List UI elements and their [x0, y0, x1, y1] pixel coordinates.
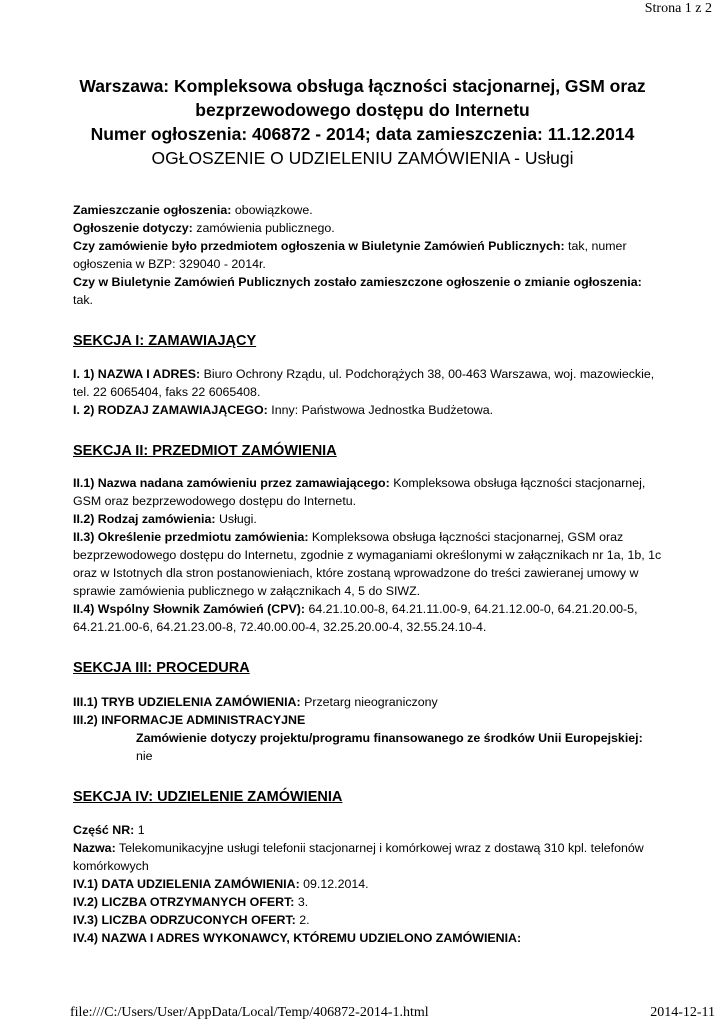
contracting-authority-address: I. 1) NAZWA I ADRES: Biuro Ochrony Rządu, ul. Podchorążych 38, 00-463 Warszawa, woj. mazowieckie, tel. 22 6065404, faks 22 6065408. — [73, 367, 655, 399]
contractor-heading: IV.4) NAZWA I ADRES WYKONAWCY, KTÓREMU UDZIELONO ZAMÓWIENIA: — [73, 931, 522, 945]
intro-line-bzp: Czy zamówienie było przedmiotem ogłoszenia w Biuletynie Zamówień Publicznych: tak, numer ogłoszenia w BZP: 329040 - 2014r. — [73, 239, 627, 271]
administrative-info: III.2) INFORMACJE ADMINISTRACYJNE — [73, 713, 306, 727]
page-number: Strona 1 z 2 — [644, 1, 712, 16]
intro-line-change: Czy w Biuletynie Zamówień Publicznych zostało zamieszczone ogłoszenie o zmianie ogłoszenia: tak. — [73, 275, 642, 307]
order-description: II.3) Określenie przedmiotu zamówienia: Kompleksowa obsługa łączności stacjonarnej, GSM oraz bezprzewodowego dostępu do Internetu, zgodnie z wymaganiami określonymi w załącznikach nr 1a, 1b, 1c oraz w Istotnych dla stron postanowieniach, które zostaną wprowadzone do treści zawieranej umowy w sprawie zamówienia publicznego w załącznikach 4, 5 do SIWZ. — [73, 530, 662, 598]
intro-block — [73, 201, 663, 309]
award-date: IV.1) DATA UDZIELENIA ZAMÓWIENIA: 09.12.2014. — [73, 877, 369, 891]
section-1-heading: SEKCJA I: ZAMAWIAJĄCY — [73, 333, 257, 349]
section-3-body — [73, 693, 663, 765]
title-line-1: Warszawa: Kompleksowa obsługa łączności stacjonarnej, GSM oraz — [79, 76, 646, 96]
part-name: Nazwa: Telekomunikacyjne usługi telefonii stacjonarnej i komórkowej wraz z dostawą 310 kpl. telefonów komórkowych — [73, 841, 644, 873]
offers-rejected: IV.3) LICZBA ODRZUCONYCH OFERT: 2. — [73, 913, 310, 927]
section-4-body — [73, 821, 663, 947]
intro-line-publication: Zamieszczanie ogłoszenia: obowiązkowe. — [73, 203, 313, 217]
part-number: Część NR: 1 — [73, 823, 145, 837]
announcement-type: OGŁOSZENIE O UDZIELENIU ZAMÓWIENIA - Usługi — [151, 148, 574, 168]
intro-line-concerns: Ogłoszenie dotyczy: zamówienia publicznego. — [73, 221, 335, 235]
eu-funding: Zamówienie dotyczy projektu/programu finansowanego ze środków Unii Europejskiej: nie — [136, 731, 643, 763]
footer-date: 2014-12-11 — [650, 1005, 715, 1020]
document-title — [0, 74, 725, 170]
section-2-body — [73, 474, 663, 636]
procedure-mode: III.1) TRYB UDZIELENIA ZAMÓWIENIA: Przetarg nieograniczony — [73, 695, 438, 709]
offers-received: IV.2) LICZBA OTRZYMANYCH OFERT: 3. — [73, 895, 309, 909]
section-4-heading: SEKCJA IV: UDZIELENIE ZAMÓWIENIA — [73, 789, 343, 805]
section-3-heading: SEKCJA III: PROCEDURA — [73, 660, 250, 676]
title-line-2: bezprzewodowego dostępu do Internetu — [195, 100, 530, 120]
announcement-number: Numer ogłoszenia: 406872 - 2014; data zamieszczenia: 11.12.2014 — [90, 124, 635, 144]
section-1-body — [73, 365, 663, 419]
footer-file-path: file:///C:/Users/User/AppData/Local/Temp/406872-2014-1.html — [70, 1005, 429, 1020]
order-cpv: II.4) Wspólny Słownik Zamówień (CPV): 64.21.10.00-8, 64.21.11.00-9, 64.21.12.00-0, 64.21.20.00-5, 64.21.21.00-6, 64.21.23.00-8, 72.40.00.00-4, 32.25.20.00-4, 32.55.24.10-4. — [73, 602, 638, 634]
order-name: II.1) Nazwa nadana zamówieniu przez zamawiającego: Kompleksowa obsługa łączności stacjonarnej, GSM oraz bezprzewodowego dostępu do Internetu. — [73, 476, 646, 508]
order-type: II.2) Rodzaj zamówienia: Usługi. — [73, 512, 257, 526]
contracting-authority-type: I. 2) RODZAJ ZAMAWIAJĄCEGO: Inny: Państwowa Jednostka Budżetowa. — [73, 403, 494, 417]
section-2-heading: SEKCJA II: PRZEDMIOT ZAMÓWIENIA — [73, 443, 337, 459]
